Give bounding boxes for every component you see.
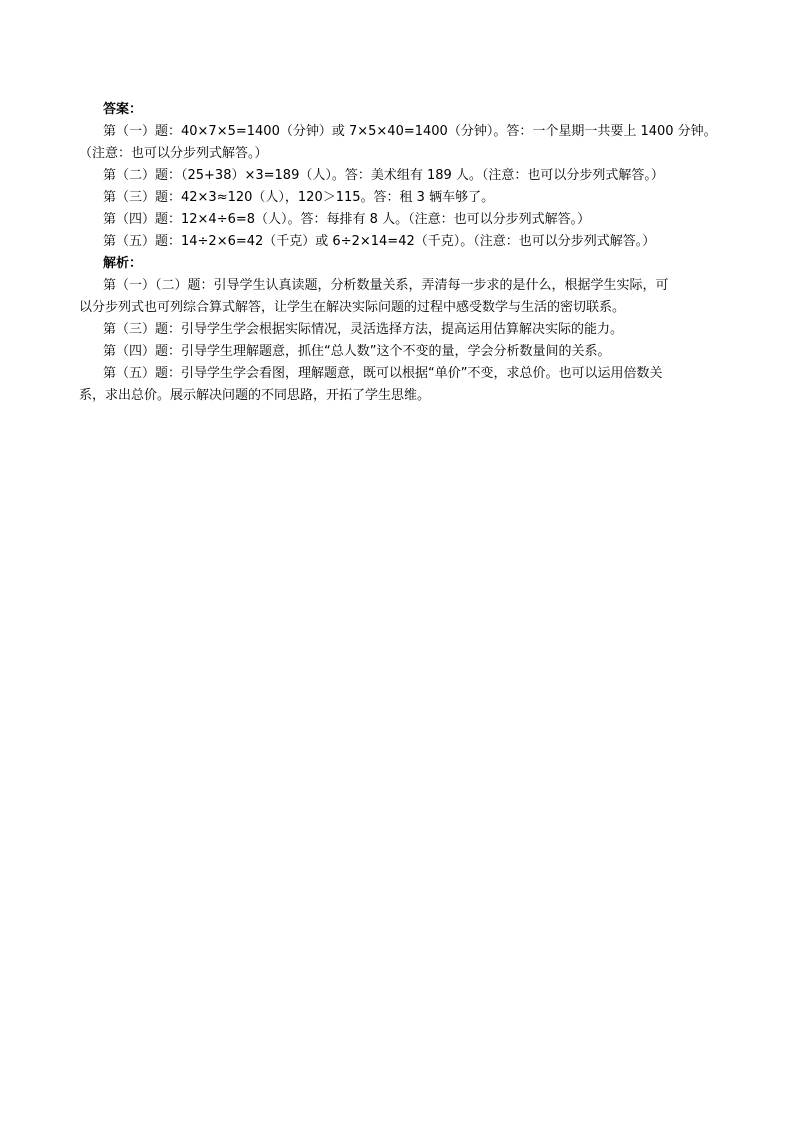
analysis-line-4: 第（五）题：引导学生学会看图，理解题意，既可以根据“单价”不变，求总价。也可以运用倍数关 [103, 366, 663, 381]
answer-line-2: 第（二）题：（25+38）×3=189（人）。答：美术组有 189 人。（注意：也可以分步列式解答。） [103, 168, 664, 183]
analysis-line-3: 第（四）题：引导学生理解题意，抓住“总人数”这个不变的量，学会分析数量间的关系。 [103, 344, 611, 359]
analysis-line-1-continued: 以分步列式也可列综合算式解答，让学生在解决实际问题的过程中感受数学与生活的密切联系。 [79, 300, 626, 315]
answer-line-5: 第（五）题：14÷2×6=42（千克）或 6÷2×14=42（千克）。（注意：也可以分步列式解答。） [103, 234, 656, 249]
answer-heading: 答案： [103, 102, 143, 117]
analysis-line-4-continued: 系，求出总价。展示解决问题的不同思路，开拓了学生思维。 [79, 388, 431, 403]
analysis-section [79, 253, 723, 407]
answer-line-3: 第（三）题：42×3≈120（人），120＞115。答：租 3 辆车够了。 [103, 190, 495, 205]
answer-section [79, 99, 723, 253]
answer-line-1-continued: （注意：也可以分步列式解答。） [79, 146, 268, 161]
analysis-line-1: 第（一）（二）题：引导学生认真读题，分析数量关系，弄清每一步求的是什么，根据学生实际，可 [103, 278, 669, 293]
answer-line-1: 第（一）题：40×7×5=1400（分钟）或 7×5×40=1400（分钟）。答：一个星期一共要上 1400 分钟。 [103, 124, 717, 139]
answer-line-4: 第（四）题：12×4÷6=8（人）。答：每排有 8 人。（注意：也可以分步列式解答。） [103, 212, 591, 227]
analysis-line-2: 第（三）题：引导学生学会根据实际情况，灵活选择方法，提高运用估算解决实际的能力。 [103, 322, 624, 337]
document-page [79, 99, 723, 407]
analysis-heading: 解析： [103, 256, 143, 271]
